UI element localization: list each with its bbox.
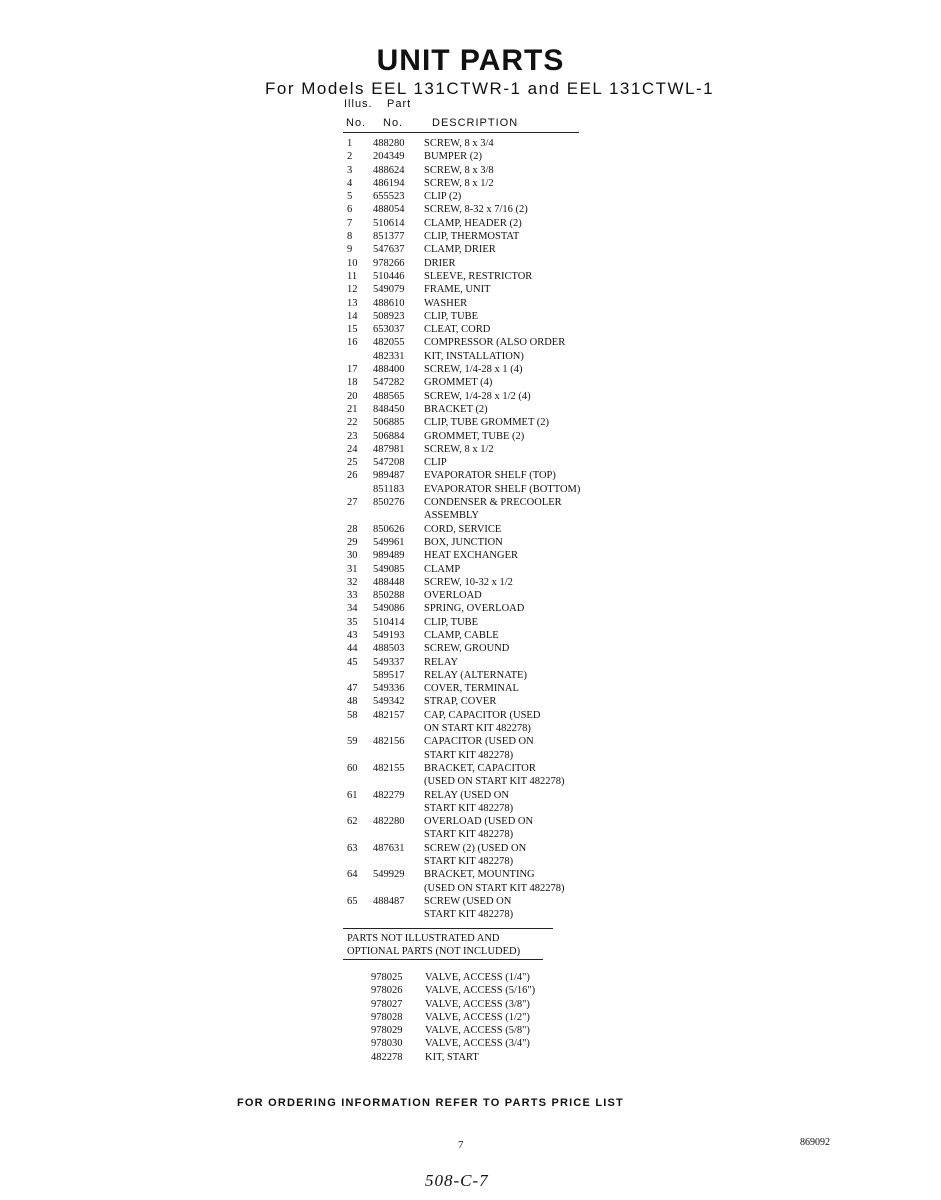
optional-part-row [371,1051,591,1064]
part-number: 989487 [373,470,405,482]
illus-number: 7 [347,217,353,229]
part-description: KIT, INSTALLATION) [424,350,524,362]
part-number: 549193 [373,629,405,641]
part-number: 549336 [373,683,405,695]
part-number: 482331 [373,350,405,362]
part-description: ON START KIT 482278) [424,723,531,735]
part-row [343,749,593,762]
part-number: 850276 [373,497,405,509]
illus-number: 28 [347,523,358,535]
parts-list-end-rule [343,928,553,929]
illus-header: Illus. [344,98,373,110]
part-row [343,642,593,655]
part-number: 850626 [373,523,405,535]
header-rule [343,132,579,133]
part-description: GROMMET (4) [424,377,493,389]
part-number: 547208 [373,457,405,469]
part-row [343,177,593,190]
illus-no-header: No. [346,117,367,129]
part-row [343,842,593,855]
part-row [343,815,593,828]
part-description: VALVE, ACCESS (3/4") [425,1038,530,1050]
part-row [343,762,593,775]
part-row [343,908,593,921]
ordering-footer: FOR ORDERING INFORMATION REFER TO PARTS PRICE LIST [237,1097,624,1109]
part-description: CLIP (2) [424,191,462,203]
part-row [343,150,593,163]
part-row [343,270,593,283]
part-row [343,602,593,615]
illus-number: 10 [347,257,358,269]
illus-number: 23 [347,430,358,442]
part-description: CONDENSER & PRECOOLER [424,497,562,509]
part-row [343,297,593,310]
part-header: Part [387,98,412,110]
part-number: 482055 [373,337,405,349]
part-description: START KIT 482278) [424,909,514,921]
part-description: SCREW, 1/4-28 x 1/2 (4) [424,390,531,402]
part-description: CLAMP, DRIER [424,244,496,256]
part-number: 978026 [371,985,403,997]
illus-number: 18 [347,377,358,389]
part-row [343,828,593,841]
part-description: SCREW, 1/4-28 x 1 (4) [424,364,523,376]
part-description: CAP, CAPACITOR (USED [424,709,541,721]
illus-number: 43 [347,629,358,641]
part-row [343,390,593,403]
part-row [343,549,593,562]
illus-number: 48 [347,696,358,708]
optional-part-row [371,998,591,1011]
part-number: 488503 [373,643,405,655]
part-description: CLAMP, HEADER (2) [424,217,522,229]
part-description: KIT, START [425,1051,479,1063]
illus-number: 62 [347,816,358,828]
illus-number: 35 [347,616,358,628]
part-number: 482157 [373,709,405,721]
part-description: STRAP, COVER [424,696,497,708]
part-description: EVAPORATOR SHELF (BOTTOM) [424,483,581,495]
part-row [343,496,593,509]
part-number: 486194 [373,177,405,189]
part-number: 978266 [373,257,405,269]
part-number: 488565 [373,390,405,402]
part-row [343,882,593,895]
part-number: 848450 [373,403,405,415]
part-description: (USED ON START KIT 482278) [424,776,565,788]
illus-number: 15 [347,324,358,336]
part-row [343,323,593,336]
part-row [343,190,593,203]
part-row [343,310,593,323]
illus-number: 16 [347,337,358,349]
illus-number: 34 [347,603,358,615]
part-description: START KIT 482278) [424,802,514,814]
illus-number: 61 [347,789,358,801]
part-number: 488400 [373,364,405,376]
part-row [343,217,593,230]
part-row [343,536,593,549]
description-header: DESCRIPTION [432,117,519,129]
optional-part-row [371,1037,591,1050]
part-row [343,164,593,177]
part-number: 488054 [373,204,405,216]
part-row [343,789,593,802]
part-description: SPRING, OVERLOAD [424,603,525,615]
illus-number: 20 [347,390,358,402]
illus-number: 22 [347,417,358,429]
illus-number: 2 [347,151,353,163]
part-description: SCREW, GROUND [424,643,510,655]
part-row [343,629,593,642]
part-description: SCREW, 10-32 x 1/2 [424,576,513,588]
optional-parts-list [371,971,591,1064]
part-description: VALVE, ACCESS (5/16") [425,985,536,997]
part-row [343,243,593,256]
part-row [343,469,593,482]
part-number: 549342 [373,696,405,708]
part-description: CLIP, TUBE GROMMET (2) [424,417,550,429]
part-description: COMPRESSOR (ALSO ORDER [424,337,566,349]
part-number: 482280 [373,816,405,828]
part-row [343,230,593,243]
part-number: 653037 [373,324,405,336]
illus-number: 33 [347,590,358,602]
illus-number: 26 [347,470,358,482]
part-row [343,203,593,216]
part-description: COVER, TERMINAL [424,683,519,695]
optional-part-row [371,1024,591,1037]
illus-number: 45 [347,656,358,668]
part-number: 488487 [373,895,405,907]
illus-number: 47 [347,683,358,695]
part-description: CLAMP, CABLE [424,629,499,641]
part-row [343,682,593,695]
part-row [343,283,593,296]
part-row [343,430,593,443]
part-number: 978028 [371,1011,403,1023]
note-line-1: PARTS NOT ILLUSTRATED AND [347,933,500,944]
part-number: 488448 [373,576,405,588]
part-description: WASHER [424,297,468,309]
part-row [343,443,593,456]
part-row [343,868,593,881]
part-row [343,403,593,416]
models-subtitle: For Models EEL 131CTWR-1 and EEL 131CTWL-1 [265,79,715,98]
part-row [343,895,593,908]
part-row [343,695,593,708]
part-row [343,456,593,469]
part-description: BOX, JUNCTION [424,536,503,548]
part-description: VALVE, ACCESS (1/2") [425,1011,530,1023]
illus-number: 17 [347,364,358,376]
part-number: 487631 [373,842,405,854]
part-number: 547637 [373,244,405,256]
part-description: SCREW, 8 x 3/4 [424,138,494,149]
part-description: BRACKET, MOUNTING [424,869,535,881]
part-row [343,802,593,815]
illus-number: 64 [347,869,358,881]
part-number: 488610 [373,297,405,309]
part-row [343,616,593,629]
illus-number: 21 [347,403,358,415]
part-row [343,669,593,682]
illus-number: 3 [347,164,353,176]
optional-part-row [371,971,591,984]
illus-number: 32 [347,576,358,588]
illus-number: 65 [347,895,358,907]
part-description: DRIER [424,257,456,269]
part-description: BUMPER (2) [424,151,483,163]
illus-number: 27 [347,497,358,509]
part-number: 989489 [373,550,405,562]
part-description: START KIT 482278) [424,829,514,841]
part-description: SCREW (USED ON [424,895,512,907]
part-description: BRACKET (2) [424,403,488,415]
part-description: CLIP, TUBE [424,616,479,628]
part-row [343,589,593,602]
part-description: CAPACITOR (USED ON [424,736,534,748]
part-row [343,257,593,270]
part-description: ASSEMBLY [424,510,479,522]
note-rule [343,959,543,960]
part-number: 482279 [373,789,405,801]
part-description: VALVE, ACCESS (1/4") [425,972,530,983]
illus-number: 4 [347,177,353,189]
part-description: CLIP [424,457,447,469]
part-row [343,709,593,722]
illus-number: 12 [347,284,358,296]
part-description: SCREW, 8 x 3/8 [424,164,494,176]
part-row [343,350,593,363]
page-title: UNIT PARTS [376,44,565,77]
note-line-2: OPTIONAL PARTS (NOT INCLUDED) [347,946,521,957]
part-description: SCREW, 8 x 1/2 [424,443,494,455]
illus-number: 63 [347,842,358,854]
part-row [343,855,593,868]
part-number: 850288 [373,590,405,602]
illus-number: 29 [347,536,358,548]
part-number: 549086 [373,603,405,615]
illus-number: 13 [347,297,358,309]
part-description: SCREW (2) (USED ON [424,842,527,854]
part-number: 488624 [373,164,405,176]
part-number: 851377 [373,231,405,243]
part-description: BRACKET, CAPACITOR [424,762,536,774]
illus-number: 25 [347,457,358,469]
part-description: CORD, SERVICE [424,523,502,535]
illus-number: 5 [347,191,353,203]
part-row [343,735,593,748]
part-number: 549085 [373,563,405,575]
handwritten-code: 508-C-7 [425,1171,489,1190]
part-description: START KIT 482278) [424,856,514,868]
part-description: SCREW, 8-32 x 7/16 (2) [424,204,528,216]
part-row [343,363,593,376]
part-row [343,563,593,576]
illus-number: 9 [347,244,353,256]
part-number: 655523 [373,191,405,203]
part-number: 488280 [373,138,405,149]
part-row [343,656,593,669]
part-number: 482278 [371,1051,403,1063]
part-number: 510414 [373,616,405,628]
part-number: 851183 [373,483,405,495]
part-number: 549337 [373,656,405,668]
illus-number: 1 [347,138,353,149]
illus-number: 8 [347,231,353,243]
part-row [343,509,593,522]
part-description: START KIT 482278) [424,749,514,761]
document-code: 869092 [800,1137,830,1148]
illus-number: 6 [347,204,353,216]
part-number: 978025 [371,972,403,983]
part-row [343,576,593,589]
part-number: 549079 [373,284,405,296]
not-illustrated-note [347,932,520,958]
part-row [343,336,593,349]
part-row [343,416,593,429]
illus-number: 44 [347,643,358,655]
part-number: 506884 [373,430,405,442]
part-number: 482155 [373,762,405,774]
illus-number: 60 [347,762,358,774]
part-number: 487981 [373,443,405,455]
part-number: 506885 [373,417,405,429]
optional-part-row [371,1011,591,1024]
part-number: 204349 [373,151,405,163]
part-description: CLEAT, CORD [424,324,491,336]
part-number: 510446 [373,270,405,282]
page-number: 7 [458,1139,464,1151]
part-number: 549961 [373,536,405,548]
part-row [343,137,593,150]
part-description: VALVE, ACCESS (3/8") [425,998,530,1010]
part-description: HEAT EXCHANGER [424,550,519,562]
part-row [343,523,593,536]
parts-list [343,137,593,922]
part-row [343,376,593,389]
part-description: CLAMP [424,563,461,575]
part-number: 510614 [373,217,405,229]
part-description: SLEEVE, RESTRICTOR [424,270,533,282]
part-description: CLIP, THERMOSTAT [424,231,520,243]
part-number: 978027 [371,998,403,1010]
part-number: 482156 [373,736,405,748]
part-number: 547282 [373,377,405,389]
illus-number: 31 [347,563,358,575]
part-row [343,722,593,735]
part-row [343,775,593,788]
illus-number: 14 [347,310,358,322]
part-description: (USED ON START KIT 482278) [424,882,565,894]
part-description: VALVE, ACCESS (5/8") [425,1025,530,1037]
part-number: 978030 [371,1038,403,1050]
illus-number: 30 [347,550,358,562]
part-description: FRAME, UNIT [424,284,491,296]
part-number: 589517 [373,669,405,681]
part-description: RELAY (ALTERNATE) [424,669,527,681]
part-no-header: No. [383,117,404,129]
part-description: OVERLOAD (USED ON [424,816,534,828]
part-row [343,483,593,496]
part-description: RELAY [424,656,459,668]
illus-number: 24 [347,443,358,455]
part-description: RELAY (USED ON [424,789,509,801]
part-description: OVERLOAD [424,590,482,602]
part-number: 508923 [373,310,405,322]
part-description: CLIP, TUBE [424,310,479,322]
part-number: 549929 [373,869,405,881]
part-description: EVAPORATOR SHELF (TOP) [424,470,556,482]
part-description: SCREW, 8 x 1/2 [424,177,494,189]
illus-number: 11 [347,270,358,282]
illus-number: 59 [347,736,358,748]
illus-number: 58 [347,709,358,721]
optional-part-row [371,984,591,997]
part-number: 978029 [371,1025,403,1037]
part-description: GROMMET, TUBE (2) [424,430,525,442]
